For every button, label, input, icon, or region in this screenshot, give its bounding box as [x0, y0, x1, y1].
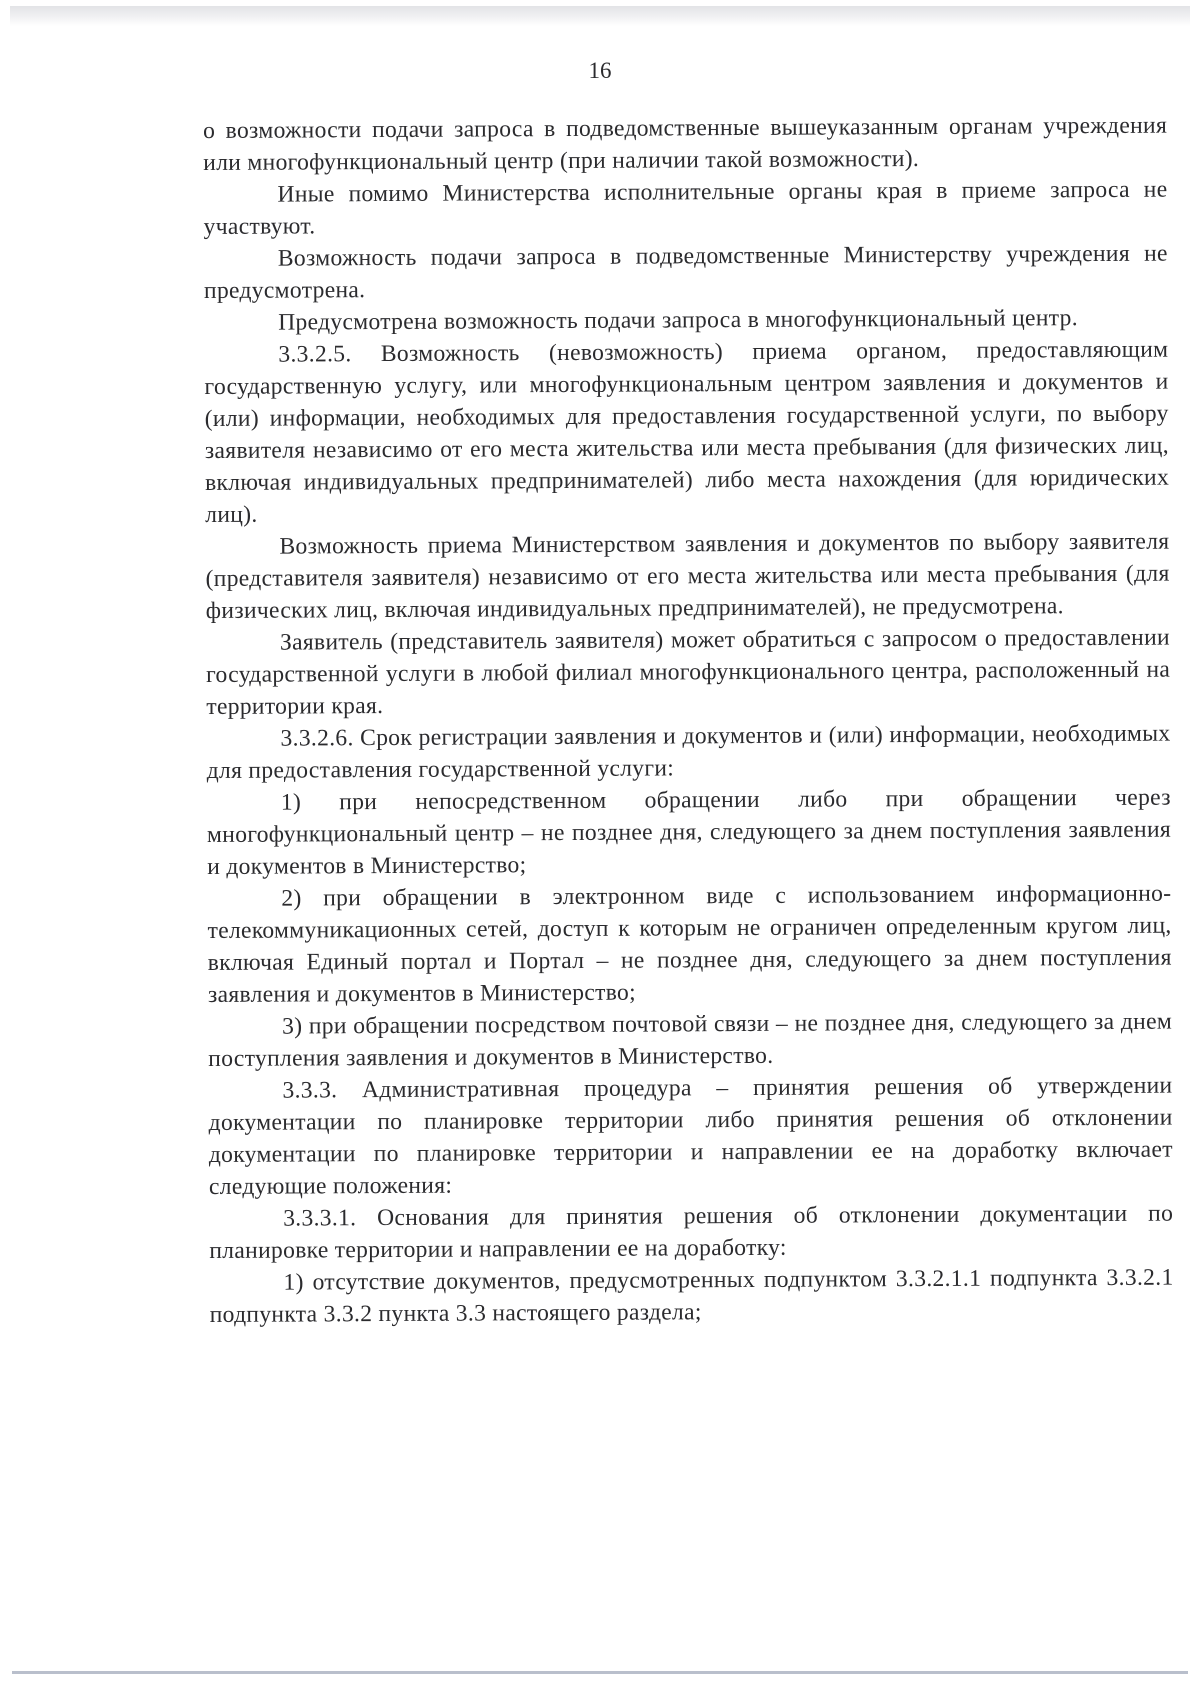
paragraph-ministry-reception: Возможность приема Министерством заявления и документов по выбору заявителя (представителя заявителя) независимо от его места жительства или места пребывания (для физических лиц, включая индивидуальных предпринимателей), не предусмотрена.: [205, 528, 1170, 624]
document-body: [203, 110, 1174, 1331]
page-number: 16: [588, 58, 612, 83]
paragraph-3-3-2-6: 3.3.2.6. Срок регистрации заявления и документов и (или) информации, необходимых для предоставления государственной услуги:: [206, 720, 1171, 784]
paragraph-3-3-3-1: 3.3.3.1. Основания для принятия решения об отклонении документации по планировке территории и направлении ее на доработку:: [209, 1200, 1174, 1264]
paragraph-other-authorities: Иные помимо Министерства исполнительные органы края в приеме запроса не участвуют.: [203, 176, 1168, 240]
paragraph-subordinate-institutions: Возможность подачи запроса в подведомственные Министерству учреждения не предусмотрена.: [203, 240, 1168, 304]
scan-bottom-edge: [12, 1671, 1188, 1674]
paragraph-3-3-3: 3.3.3. Административная процедура – принятия решения об утверждении документации по планировке территории либо принятия решения об отклонении документации по планировке территории и направлении ее на доработку включает следующие положения:: [208, 1072, 1173, 1200]
paragraph-continuation: о возможности подачи запроса в подведомственные вышеуказанным органам учреждения или многофункциональный центр (при наличии такой возможности).: [203, 112, 1168, 176]
paragraph-applicant-mfc-branch: Заявитель (представитель заявителя) может обратиться с запросом о предоставлении государственной услуги в любой филиал многофункционального центра, расположенный на территории края.: [206, 624, 1171, 720]
list-item-2-electronic: 2) при обращении в электронном виде с использованием информационно-телекоммуникационных сетей, доступ к которым не ограничен определенным кругом лиц, включая Единый портал и Портал – не позднее дня, следующего за днем поступления заявления и документов в Министерство;: [207, 880, 1172, 1008]
scan-top-edge: [10, 6, 1190, 26]
list-item-3-postal: 3) при обращении посредством почтовой связи – не позднее дня, следующего за днем поступления заявления и документов в Министерство.: [208, 1008, 1173, 1072]
paragraph-mfc-possibility: Предусмотрена возможность подачи запроса в многофункциональный центр.: [278, 305, 1078, 336]
list-item-1-missing-documents: 1) отсутствие документов, предусмотренных подпунктом 3.3.2.1.1 подпункта 3.3.2.1 подпункта 3.3.2 пункта 3.3 настоящего раздела;: [209, 1264, 1174, 1328]
list-item-1-direct: 1) при непосредственном обращении либо при обращении через многофункциональный центр – не позднее дня, следующего за днем поступления заявления и документов в Министерство;: [206, 784, 1172, 880]
paragraph-3-3-2-5: 3.3.2.5. Возможность (невозможность) приема органом, предоставляющим государственную услугу, или многофункциональным центром заявления и документов и (или) информации, необходимых для предоставления государственной услуги, по выбору заявителя независимо от его места жительства или места пребывания (для физических лиц, включая индивидуальных предпринимателей) либо места нахождения (для юридических лиц).: [204, 336, 1170, 528]
